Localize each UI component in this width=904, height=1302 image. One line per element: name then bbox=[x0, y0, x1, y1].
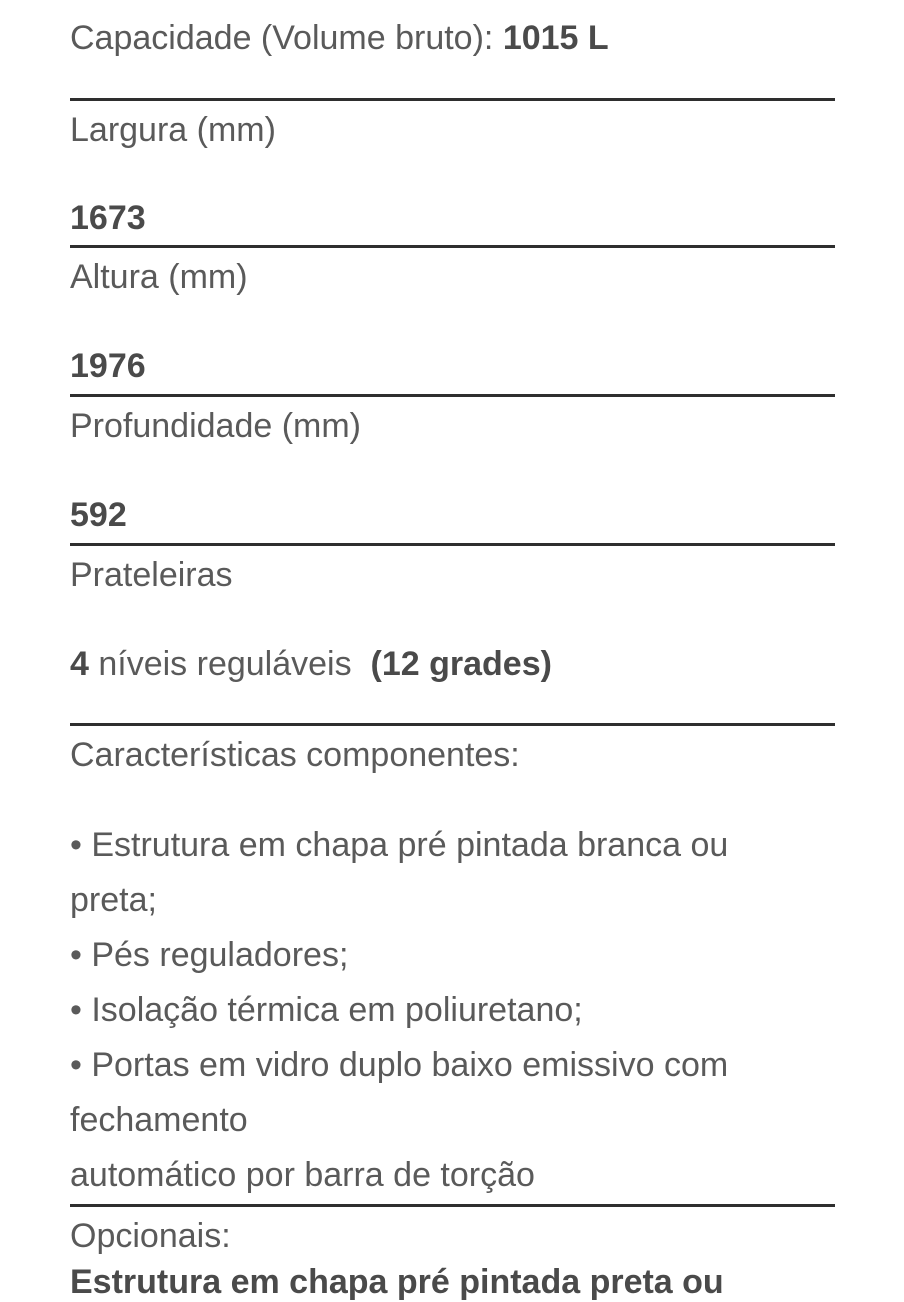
capacity-label: Capacidade (Volume bruto): bbox=[70, 19, 494, 57]
shelves-label: Prateleiras bbox=[70, 556, 233, 594]
capacity-value: 1015 L bbox=[502, 19, 609, 57]
depth-label: Profundidade (mm) bbox=[70, 407, 362, 445]
optionals-first-line: Estrutura em chapa pré pintada preta ou bbox=[70, 1263, 724, 1301]
component-line: • Portas em vidro duplo baixo emissivo com bbox=[70, 1046, 729, 1084]
height-label: Altura (mm) bbox=[70, 258, 248, 296]
divider bbox=[70, 98, 835, 101]
component-line: automático por barra de torção bbox=[70, 1156, 535, 1194]
component-line: fechamento bbox=[70, 1101, 248, 1139]
optionals-heading: Opcionais: bbox=[70, 1217, 231, 1255]
divider bbox=[70, 394, 835, 397]
divider bbox=[70, 543, 835, 546]
component-line: • Isolação térmica em poliuretano; bbox=[70, 991, 583, 1029]
shelves-value bbox=[70, 644, 552, 684]
width-value: 1673 bbox=[70, 199, 146, 237]
component-line: • Pés reguladores; bbox=[70, 936, 349, 974]
component-line: • Estrutura em chapa pré pintada branca ou bbox=[70, 826, 729, 864]
component-line: preta; bbox=[70, 881, 157, 919]
divider bbox=[70, 1204, 835, 1207]
components-heading: Características componentes: bbox=[70, 736, 520, 774]
shelves-grades: (12 grades) bbox=[370, 645, 552, 683]
width-label: Largura (mm) bbox=[70, 111, 276, 149]
shelves-count: 4 bbox=[70, 645, 89, 683]
divider bbox=[70, 245, 835, 248]
depth-value: 592 bbox=[70, 496, 127, 534]
shelves-text: níveis reguláveis bbox=[88, 645, 371, 683]
height-value: 1976 bbox=[70, 347, 146, 385]
divider bbox=[70, 723, 835, 726]
